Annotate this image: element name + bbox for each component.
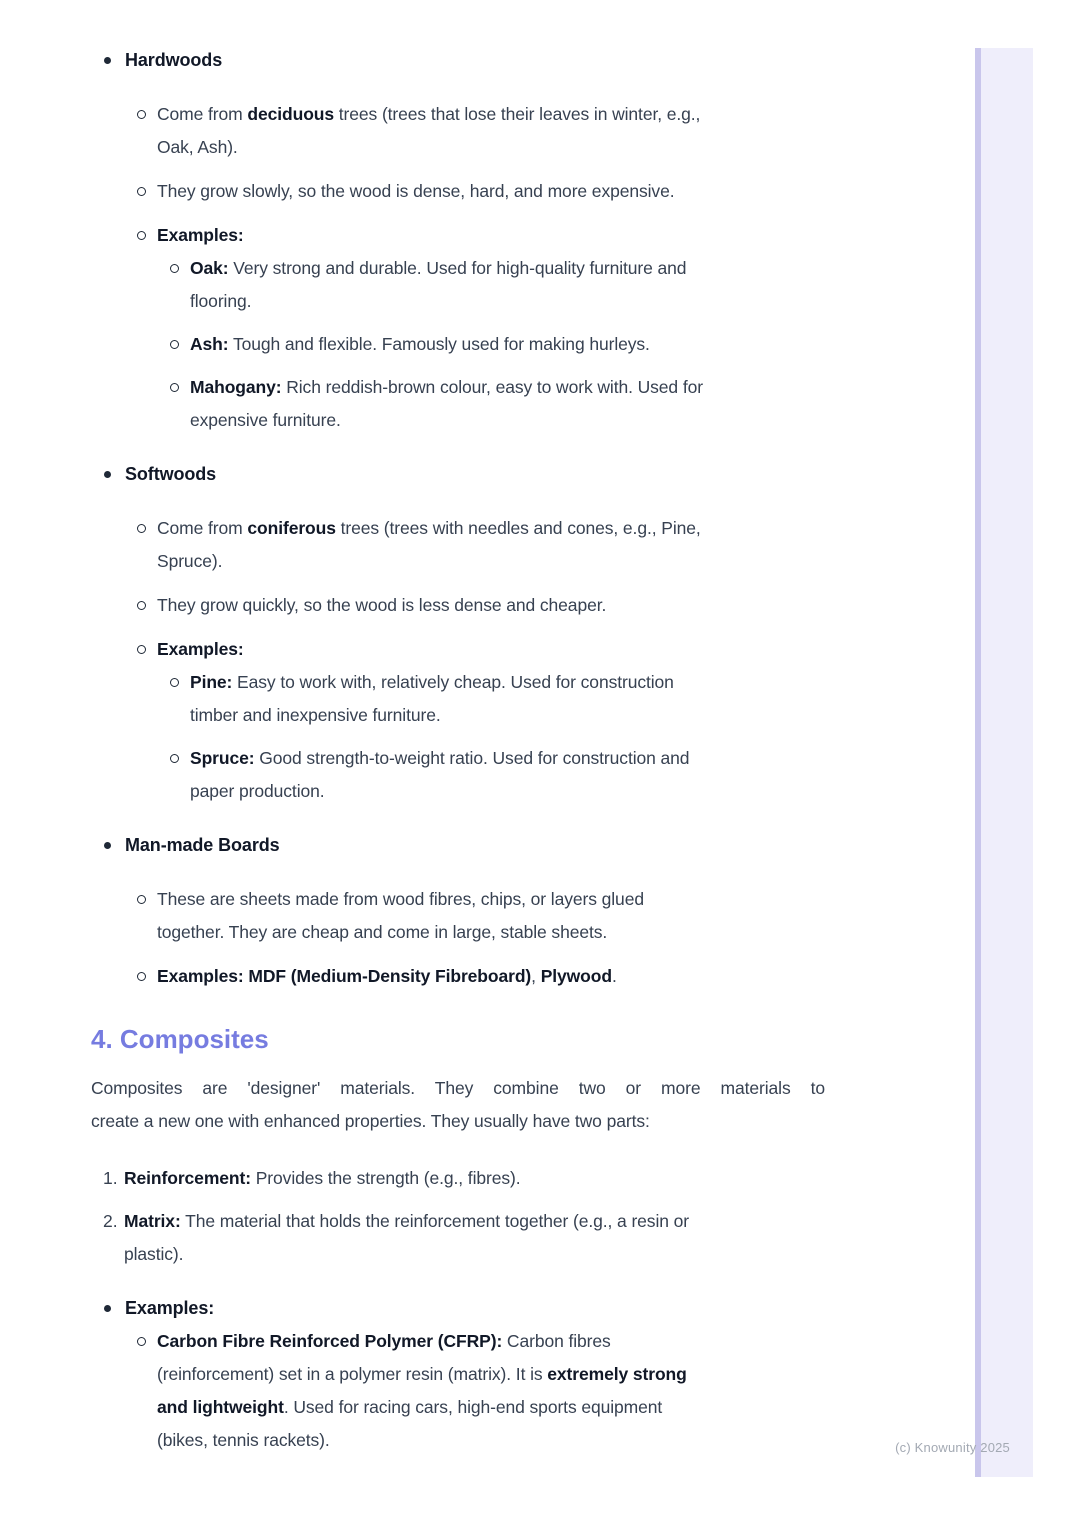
list-item [91, 252, 825, 318]
bullet-circle-icon [137, 972, 146, 981]
list-item-text: Pine: Easy to work with, relatively cheap. Used for construction timber and inexpensive furniture. [190, 672, 674, 725]
section-heading-composites: 4. Composites [91, 1024, 269, 1054]
list-item-title: Man-made Boards [125, 835, 280, 855]
bullet-circle-icon [137, 187, 146, 196]
list-item-softwoods [91, 458, 825, 491]
list-item-text: Matrix: The material that holds the reinforcement together (e.g., a resin or plastic). [124, 1211, 689, 1264]
list-item-text: Reinforcement: Provides the strength (e.g., fibres). [124, 1168, 521, 1188]
list-item-text: Oak: Very strong and durable. Used for high-quality furniture and flooring. [190, 258, 687, 311]
bullet-circle-icon [137, 601, 146, 610]
numbered-item-reinforcement [91, 1162, 825, 1195]
bullet-circle-icon [137, 231, 146, 240]
list-item-examples [91, 1292, 825, 1325]
list-item-title: Examples: [125, 1298, 215, 1318]
bullet-circle-icon [137, 1337, 146, 1346]
list-item-text: They grow slowly, so the wood is dense, hard, and more expensive. [157, 181, 675, 201]
bullet-circle-icon [170, 340, 179, 349]
bullet-disc-icon [104, 57, 111, 64]
list-item-text: Examples: [157, 225, 244, 245]
bullet-circle-icon [170, 264, 179, 273]
list-item [91, 512, 825, 578]
list-item [91, 371, 825, 437]
list-item-text: They grow quickly, so the wood is less dense and cheaper. [157, 595, 607, 615]
list-item [91, 960, 825, 993]
list-item-text: Carbon Fibre Reinforced Polymer (CFRP): Carbon fibres (reinforcement) set in a polymer resin (matrix). It is extremely strong and lightweight. Used for racing cars, high-end sports equipment (bikes, tennis rackets). [157, 1331, 687, 1450]
bullet-circle-icon [170, 754, 179, 763]
bullet-disc-icon [104, 842, 111, 849]
list-item [91, 98, 825, 164]
bullet-disc-icon [104, 471, 111, 478]
list-item-cfrp [91, 1325, 825, 1457]
list-number: 2. [103, 1211, 118, 1231]
list-item-text: These are sheets made from wood fibres, chips, or layers glued together. They are cheap and come in large, stable sheets. [157, 889, 644, 942]
list-item [91, 328, 825, 361]
bullet-circle-icon [170, 678, 179, 687]
bullet-circle-icon [170, 383, 179, 392]
intro-paragraph-line: create a new one with enhanced properties. They usually have two parts: [91, 1111, 650, 1131]
bullet-circle-icon [137, 645, 146, 654]
bullet-circle-icon [137, 524, 146, 533]
list-item [91, 742, 825, 808]
list-item-text: Ash: Tough and flexible. Famously used for making hurleys. [190, 334, 650, 354]
list-item-text: Spruce: Good strength-to-weight ratio. Used for construction and paper production. [190, 748, 690, 801]
list-item-examples-label [91, 219, 825, 252]
list-item-text: Come from deciduous trees (trees that lose their leaves in winter, e.g., Oak, Ash). [157, 104, 701, 157]
watermark: (c) Knowunity 2025 [895, 1440, 1010, 1455]
bullet-circle-icon [137, 895, 146, 904]
numbered-item-matrix [91, 1205, 825, 1271]
list-item [91, 883, 825, 949]
list-item-text: Examples: MDF (Medium-Density Fibreboard), Plywood. [157, 966, 617, 986]
list-item-examples-label [91, 633, 825, 666]
list-item-manmade-boards [91, 829, 825, 862]
list-item-title: Hardwoods [125, 50, 223, 70]
list-item-text: Mahogany: Rich reddish-brown colour, easy to work with. Used for expensive furniture. [190, 377, 703, 430]
bullet-disc-icon [104, 1305, 111, 1312]
list-item [91, 589, 825, 622]
bullet-circle-icon [137, 110, 146, 119]
list-item [91, 666, 825, 732]
list-item-text: Come from coniferous trees (trees with needles and cones, e.g., Pine, Spruce). [157, 518, 701, 571]
intro-paragraph-line: Composites are 'designer' materials. They combine two or more materials to [91, 1078, 825, 1098]
list-item-title: Softwoods [125, 464, 217, 484]
list-item [91, 175, 825, 208]
list-item-hardwoods [91, 44, 825, 77]
list-number: 1. [103, 1168, 118, 1188]
list-item-text: Examples: [157, 639, 244, 659]
